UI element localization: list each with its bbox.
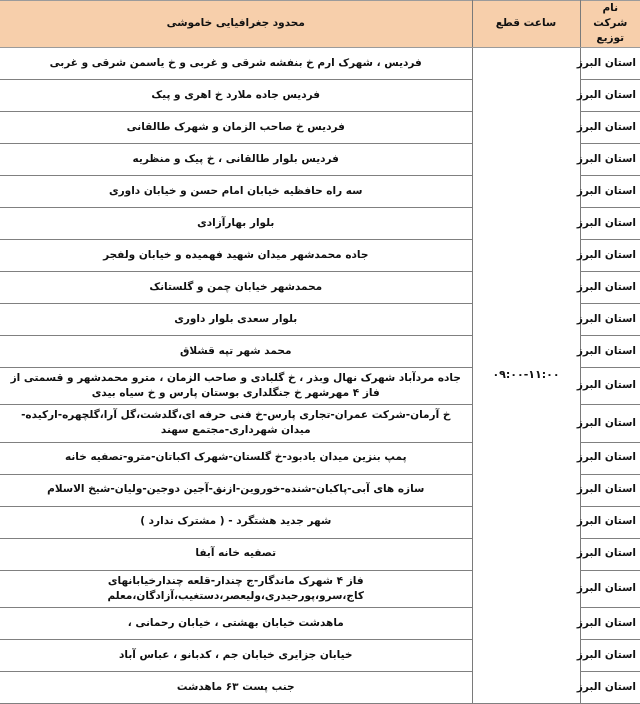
cell-outage-time: ۰۹:۰۰-۱۱:۰۰ xyxy=(472,47,580,703)
cell-area: ماهدشت خیابان بهشتی ، خیابان رحمانی ، xyxy=(0,607,472,639)
cell-area: محمد شهر تپه قشلاق xyxy=(0,335,472,367)
cell-area: پمپ بنزین میدان یادبود-خ گلستان-شهرک اکباتان-مترو-تصفیه خانه xyxy=(0,442,472,474)
table-body xyxy=(0,47,640,703)
cell-company: استان البرز xyxy=(580,671,640,703)
cell-area: شهر جدید هشتگرد - ( مشترک ندارد ) xyxy=(0,506,472,538)
cell-area: فردیس خ صاحب الزمان و شهرک طالقانی xyxy=(0,111,472,143)
cell-area: فاز ۴ شهرک ماندگار-ج چندار-قلعه چندارخیابانهای کاج،سرو،پورحیدری،ولیعصر،دستغیب،آزادگان،معلم xyxy=(0,570,472,607)
table-header xyxy=(0,1,640,48)
cell-area: تصفیه خانه آبفا xyxy=(0,538,472,570)
cell-company: استان البرز xyxy=(580,607,640,639)
column-header-area: محدود جغرافیایی خاموشی xyxy=(0,1,472,48)
cell-company: استان البرز xyxy=(580,47,640,79)
cell-company: استان البرز xyxy=(580,143,640,175)
table-header-row xyxy=(0,1,640,48)
cell-company: استان البرز xyxy=(580,367,640,404)
cell-area: بلوار سعدی بلوار داوری xyxy=(0,303,472,335)
cell-area: فردیس ، شهرک ارم خ بنفشه شرقی و غربی و خ یاسمن شرقی و غربی xyxy=(0,47,472,79)
cell-company: استان البرز xyxy=(580,405,640,442)
cell-area: سازه های آبی-پاکبان-شنده-خوروین-ازنق-آجین دوجین-ولیان-شیخ الاسلام xyxy=(0,474,472,506)
table-row xyxy=(0,47,640,79)
cell-area: فردیس جاده ملارد خ اهری و پیک xyxy=(0,79,472,111)
column-header-time: ساعت قطع xyxy=(472,1,580,48)
cell-company: استان البرز xyxy=(580,239,640,271)
cell-area: محمدشهر خیابان چمن و گلستانک xyxy=(0,271,472,303)
cell-company: استان البرز xyxy=(580,271,640,303)
cell-company: استان البرز xyxy=(580,506,640,538)
column-header-company: نام شرکت توزیع xyxy=(580,1,640,48)
cell-area: خ آرمان-شرکت عمران-تجاری پارس-خ فنی حرفه ای،گلدشت،گل آرا،گلچهره-ارکیده-میدان شهرداری-مجتمع سهند xyxy=(0,405,472,442)
cell-area: خیابان جزایری خیابان جم ، کدبانو ، عباس آباد xyxy=(0,639,472,671)
cell-company: استان البرز xyxy=(580,79,640,111)
cell-area: جاده مردآباد شهرک نهال وبذر ، خ گلبادی و صاحب الزمان ، مترو محمدشهر و قسمتی از فاز ۴ مهرشهر خ جنگلداری بوستان پارس و خ سیاه بیدی xyxy=(0,367,472,404)
cell-area: فردیس بلوار طالقانی ، خ پیک و منظریه xyxy=(0,143,472,175)
cell-company: استان البرز xyxy=(580,175,640,207)
cell-company: استان البرز xyxy=(580,442,640,474)
cell-company: استان البرز xyxy=(580,570,640,607)
cell-company: استان البرز xyxy=(580,538,640,570)
cell-area: جاده محمدشهر میدان شهید فهمیده و خیابان ولفجر xyxy=(0,239,472,271)
cell-area: جنب پست ۶۳ ماهدشت xyxy=(0,671,472,703)
cell-company: استان البرز xyxy=(580,111,640,143)
cell-company: استان البرز xyxy=(580,303,640,335)
cell-company: استان البرز xyxy=(580,639,640,671)
cell-area: سه راه حافظیه خیابان امام حسن و خیابان داوری xyxy=(0,175,472,207)
cell-area: بلوار بهارآزادی xyxy=(0,207,472,239)
cell-company: استان البرز xyxy=(580,207,640,239)
cell-company: استان البرز xyxy=(580,474,640,506)
cell-company: استان البرز xyxy=(580,335,640,367)
